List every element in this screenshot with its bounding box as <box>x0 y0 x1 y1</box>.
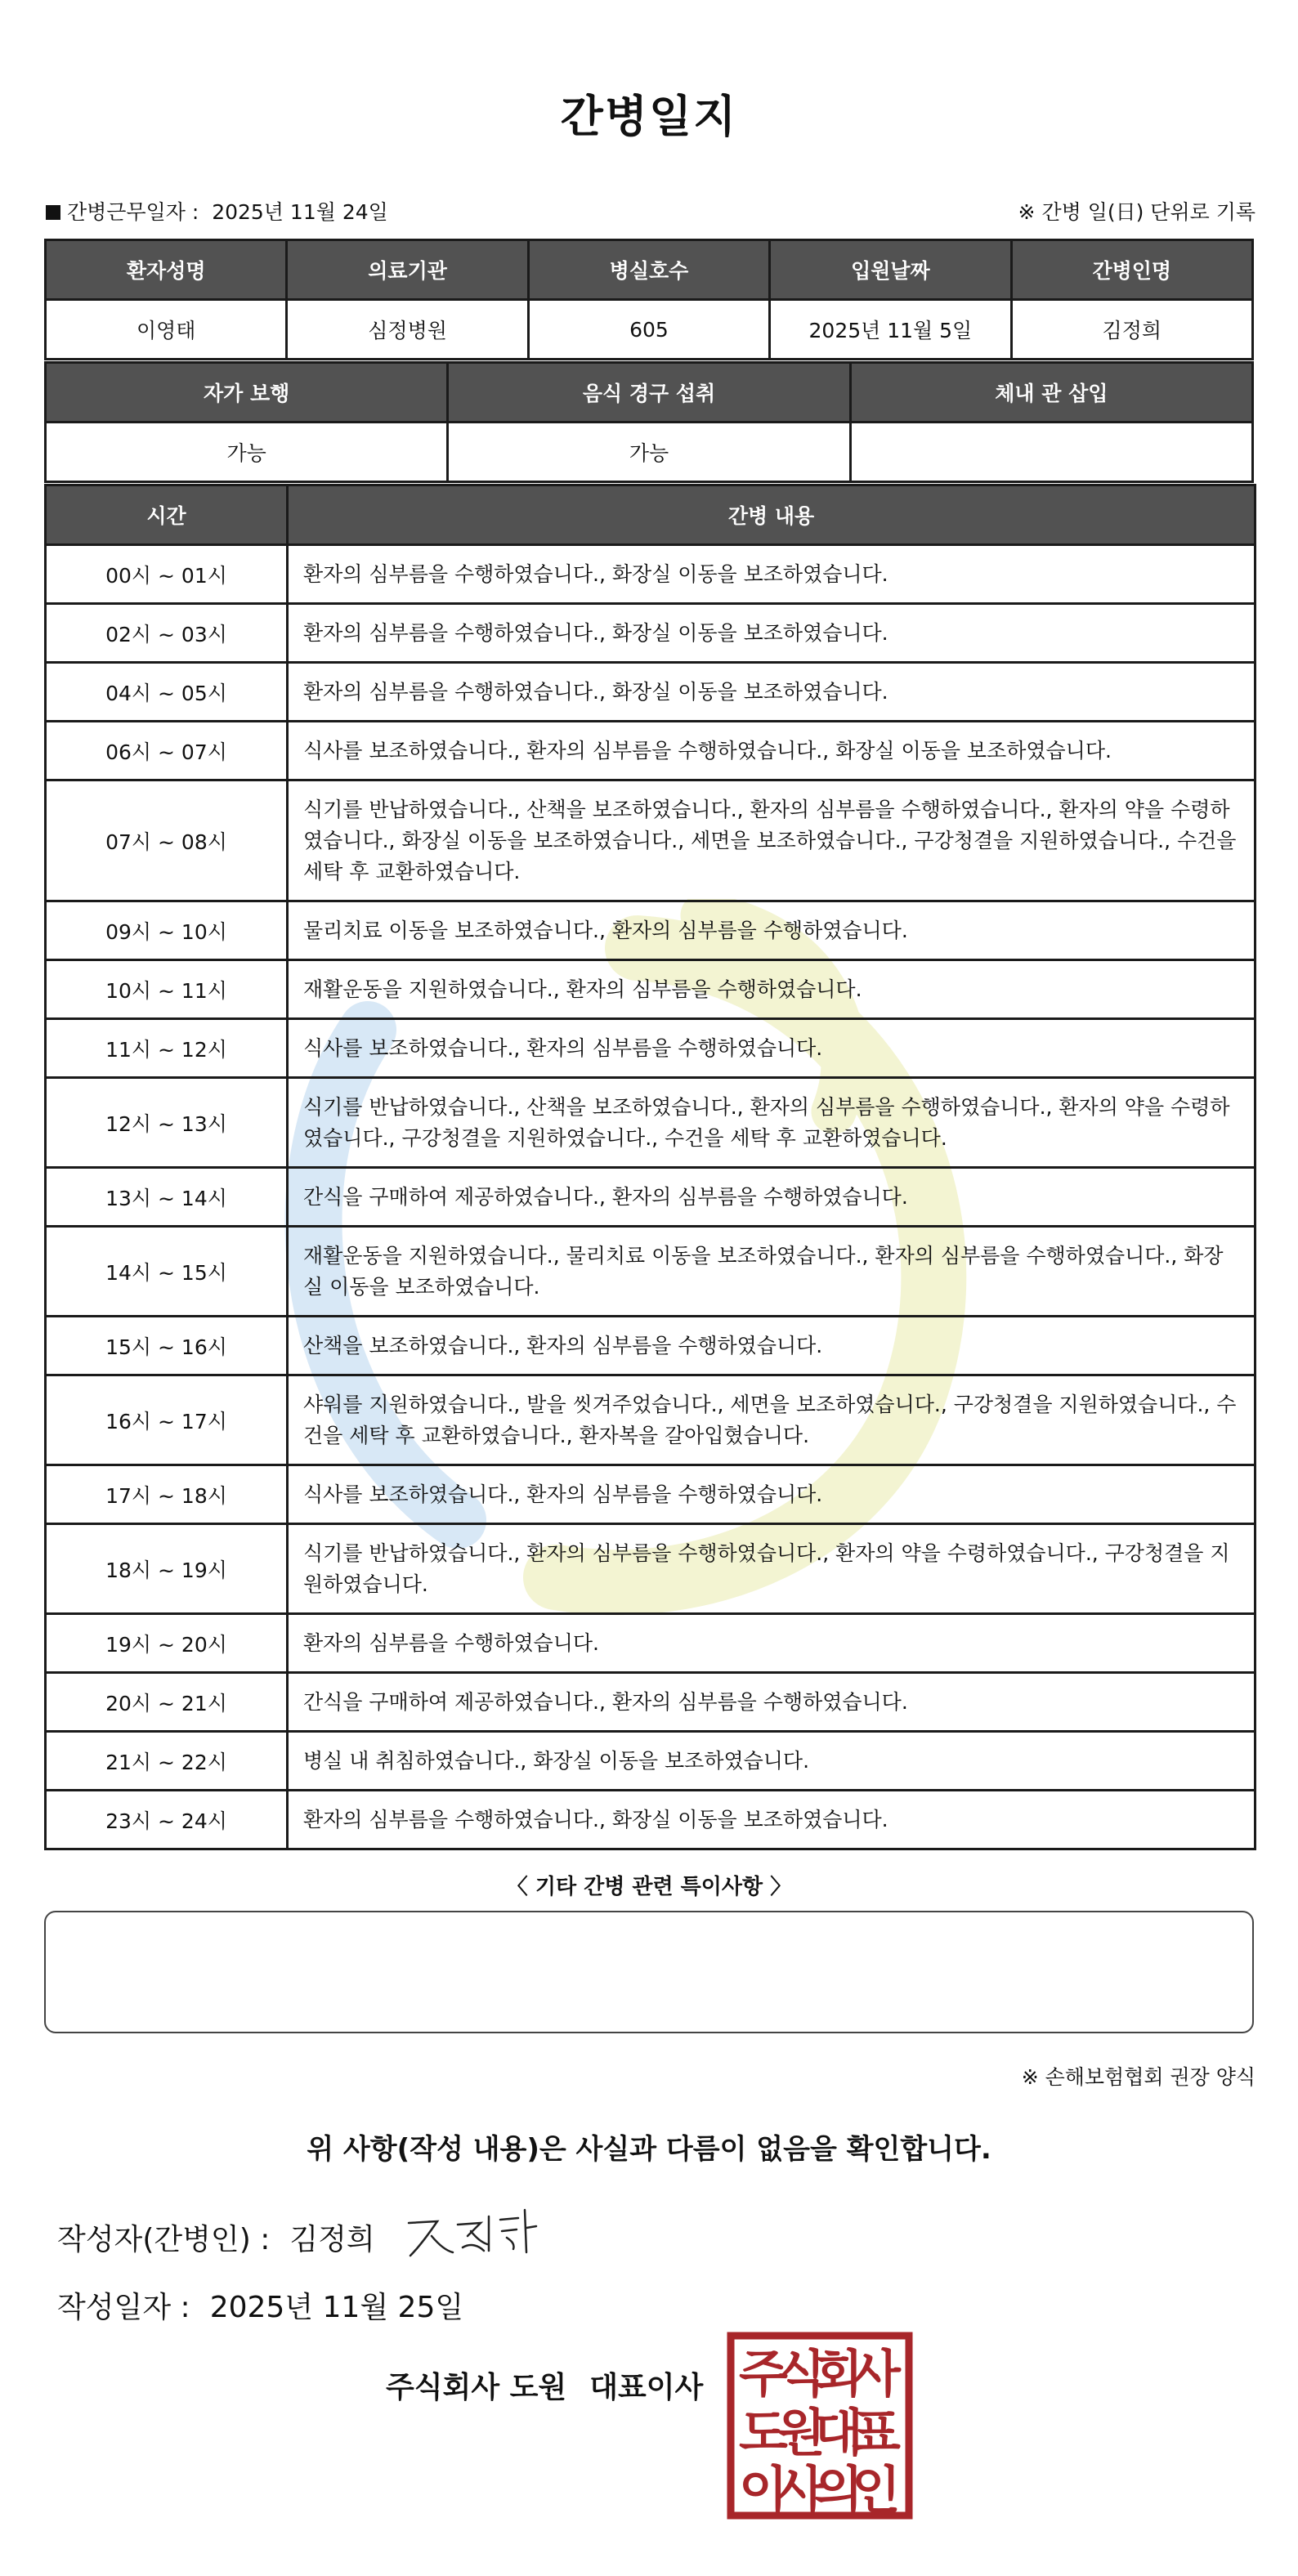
svg-text:사: 사 <box>777 2460 826 2520</box>
header-patient-name: 환자성명 <box>46 240 287 300</box>
row-time: 23시 ~ 24시 <box>46 1791 288 1849</box>
table-row <box>46 1078 1255 1168</box>
svg-text:주: 주 <box>739 2344 788 2404</box>
table-row <box>46 663 1255 722</box>
company-seal-icon <box>726 2331 914 2520</box>
header-hospital: 의료기관 <box>287 240 528 300</box>
row-content: 병실 내 취침하였습니다., 화장실 이동을 보조하였습니다. <box>288 1732 1255 1791</box>
table-row <box>46 1168 1255 1227</box>
row-time: 12시 ~ 13시 <box>46 1078 288 1168</box>
row-time: 19시 ~ 20시 <box>46 1614 288 1673</box>
row-time: 10시 ~ 11시 <box>46 960 288 1019</box>
row-content: 물리치료 이동을 보조하였습니다., 환자의 심부름을 수행하였습니다. <box>288 901 1255 960</box>
row-time: 18시 ~ 19시 <box>46 1524 288 1614</box>
row-time: 20시 ~ 21시 <box>46 1673 288 1732</box>
row-time: 09시 ~ 10시 <box>46 901 288 960</box>
work-date-line <box>46 196 388 226</box>
table-row <box>46 1227 1255 1317</box>
table-row <box>46 1317 1255 1375</box>
header-care-content: 간병 내용 <box>288 485 1255 545</box>
svg-text:이: 이 <box>739 2460 788 2520</box>
written-date-line <box>57 2284 463 2326</box>
svg-text:표: 표 <box>852 2403 901 2462</box>
notes-title: 〈 기타 간병 관련 특이사항 〉 <box>506 1875 792 1899</box>
svg-text:사: 사 <box>852 2344 901 2404</box>
svg-text:대: 대 <box>814 2403 863 2462</box>
table-row <box>46 722 1255 780</box>
row-content: 샤워를 지원하였습니다., 발을 씻겨주었습니다., 세면을 보조하였습니다., 구강청결을 지원하였습니다., 수건을 세탁 후 교환하였습니다., 환자복을 갈아입혔습니다. <box>288 1375 1255 1465</box>
row-content: 산책을 보조하였습니다., 환자의 심부름을 수행하였습니다. <box>288 1317 1255 1375</box>
row-content: 식기를 반납하였습니다., 산책을 보조하였습니다., 환자의 심부름을 수행하였습니다., 환자의 약을 수령하였습니다., 구강청결을 지원하였습니다., 수건을 세탁 후 교환하였습니다. <box>288 1078 1255 1168</box>
caregiver-name: 김정희 <box>1011 300 1252 360</box>
row-content: 식기를 반납하였습니다., 산책을 보조하였습니다., 환자의 심부름을 수행하였습니다., 환자의 약을 수령하였습니다., 화장실 이동을 보조하였습니다., 세면을 보조하였습니다., 구강청결을 지원하였습니다., 수건을 세탁 후 교환하였습니다. <box>288 780 1255 901</box>
row-time: 15시 ~ 16시 <box>46 1317 288 1375</box>
table-row <box>46 1732 1255 1791</box>
header-oral-intake: 음식 경구 섭취 <box>448 363 850 423</box>
table-row <box>46 1673 1255 1732</box>
row-content: 환자의 심부름을 수행하였습니다., 화장실 이동을 보조하였습니다. <box>288 545 1255 604</box>
admission-date: 2025년 11월 5일 <box>770 300 1011 360</box>
written-date-value: 2025년 11월 25일 <box>209 2291 464 2324</box>
company-name: 주식회사 도원 <box>386 2371 567 2404</box>
row-content: 식사를 보조하였습니다., 환자의 심부름을 수행하였습니다. <box>288 1465 1255 1524</box>
table-row <box>46 1791 1255 1849</box>
table-row <box>46 960 1255 1019</box>
table-row <box>46 1019 1255 1078</box>
patient-ability-table <box>44 361 1254 483</box>
room-number: 605 <box>528 300 769 360</box>
header-room: 병실호수 <box>528 240 769 300</box>
header-self-walking: 자가 보행 <box>46 363 448 423</box>
row-time: 00시 ~ 01시 <box>46 545 288 604</box>
company-line <box>386 2364 703 2406</box>
header-admission-date: 입원날짜 <box>770 240 1011 300</box>
row-time: 07시 ~ 08시 <box>46 780 288 901</box>
svg-text:도: 도 <box>739 2403 788 2462</box>
written-date-label: 작성일자 : <box>57 2291 190 2324</box>
svg-text:의: 의 <box>814 2460 863 2520</box>
row-content: 식기를 반납하였습니다., 환자의 심부름을 수행하였습니다., 환자의 약을 수령하였습니다., 구강청결을 지원하였습니다. <box>288 1524 1255 1614</box>
writer-line <box>57 2216 375 2258</box>
table-row <box>46 901 1255 960</box>
row-content: 간식을 구매하여 제공하였습니다., 환자의 심부름을 수행하였습니다. <box>288 1168 1255 1227</box>
self-walking-value: 가능 <box>46 423 448 482</box>
svg-text:식: 식 <box>777 2344 826 2404</box>
row-time: 13시 ~ 14시 <box>46 1168 288 1227</box>
table-row <box>46 545 1255 604</box>
header-time: 시간 <box>46 485 288 545</box>
row-content: 간식을 구매하여 제공하였습니다., 환자의 심부름을 수행하였습니다. <box>288 1673 1255 1732</box>
tube-insertion-value <box>850 423 1252 482</box>
oral-intake-value: 가능 <box>448 423 850 482</box>
row-content: 식사를 보조하였습니다., 환자의 심부름을 수행하였습니다. <box>288 1019 1255 1078</box>
recommendation-note: ※ 손해보험협회 권장 양식 <box>1021 2065 1255 2089</box>
confirmation-statement: 위 사항(작성 내용)은 사실과 다름이 없음을 확인합니다. <box>307 2133 991 2166</box>
row-time: 21시 ~ 22시 <box>46 1732 288 1791</box>
row-time: 06시 ~ 07시 <box>46 722 288 780</box>
table-row <box>46 780 1255 901</box>
table-row <box>46 1614 1255 1673</box>
row-content: 식사를 보조하였습니다., 환자의 심부름을 수행하였습니다., 화장실 이동을 보조하였습니다. <box>288 722 1255 780</box>
patient-info-table <box>44 239 1254 360</box>
writer-label: 작성자(간병인) : <box>57 2223 271 2256</box>
signature-image <box>392 2198 556 2264</box>
row-content: 재활운동을 지원하였습니다., 환자의 심부름을 수행하였습니다. <box>288 960 1255 1019</box>
representative-title: 대표이사 <box>589 2371 704 2404</box>
notes-box[interactable] <box>44 1911 1254 2033</box>
patient-name: 이영태 <box>46 300 287 360</box>
table-row <box>46 604 1255 663</box>
row-time: 17시 ~ 18시 <box>46 1465 288 1524</box>
row-time: 04시 ~ 05시 <box>46 663 288 722</box>
svg-text:원: 원 <box>777 2403 826 2462</box>
hospital-name: 심정병원 <box>287 300 528 360</box>
row-time: 14시 ~ 15시 <box>46 1227 288 1317</box>
row-content: 재활운동을 지원하였습니다., 물리치료 이동을 보조하였습니다., 환자의 심부름을 수행하였습니다., 화장실 이동을 보조하였습니다. <box>288 1227 1255 1317</box>
table-row <box>46 1375 1255 1465</box>
table-row <box>46 1524 1255 1614</box>
row-time: 02시 ~ 03시 <box>46 604 288 663</box>
unit-note: ※ 간병 일(日) 단위로 기록 <box>1018 200 1255 224</box>
row-content: 환자의 심부름을 수행하였습니다., 화장실 이동을 보조하였습니다. <box>288 663 1255 722</box>
row-content: 환자의 심부름을 수행하였습니다., 화장실 이동을 보조하였습니다. <box>288 604 1255 663</box>
row-content: 환자의 심부름을 수행하였습니다., 화장실 이동을 보조하였습니다. <box>288 1791 1255 1849</box>
care-record-table <box>44 484 1256 1850</box>
table-row <box>46 1465 1255 1524</box>
row-content: 환자의 심부름을 수행하였습니다. <box>288 1614 1255 1673</box>
svg-text:회: 회 <box>814 2344 863 2404</box>
header-caregiver: 간병인명 <box>1011 240 1252 300</box>
row-time: 16시 ~ 17시 <box>46 1375 288 1465</box>
page-title: 간병일지 <box>560 91 738 142</box>
svg-text:인: 인 <box>852 2460 901 2520</box>
work-date-label: 간병근무일자 : <box>67 200 199 224</box>
row-time: 11시 ~ 12시 <box>46 1019 288 1078</box>
header-tube-insertion: 체내 관 삽입 <box>850 363 1252 423</box>
work-date-value: 2025년 11월 24일 <box>212 200 388 224</box>
bullet-square-icon <box>46 205 60 220</box>
writer-name: 김정희 <box>289 2223 375 2256</box>
